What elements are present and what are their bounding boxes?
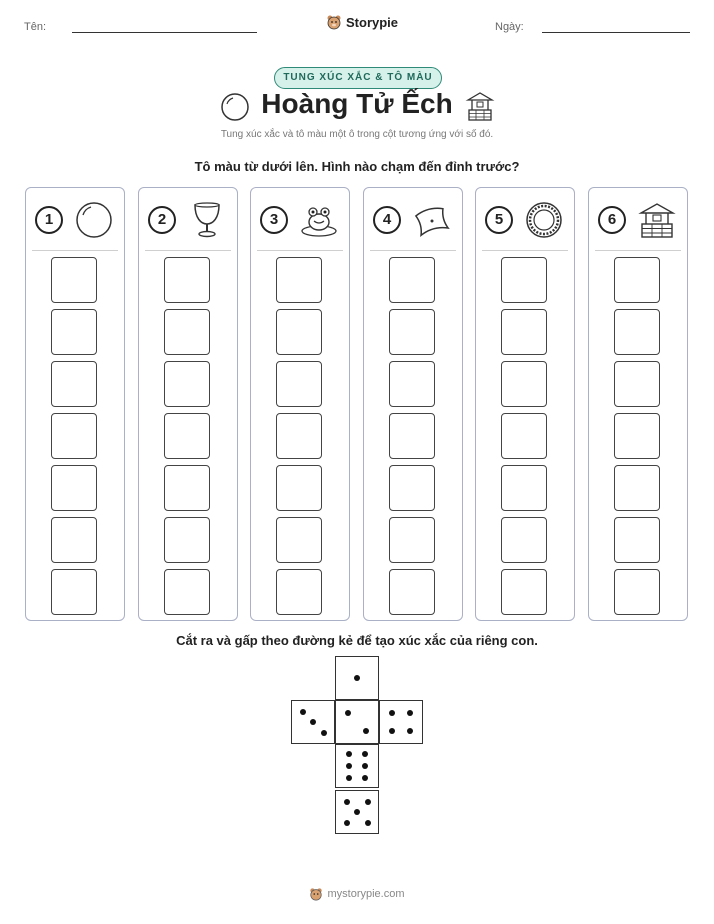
frog-on-lilypad-icon bbox=[299, 200, 339, 240]
brand-name: Storypie bbox=[346, 14, 399, 30]
column-divider bbox=[482, 250, 568, 251]
dice-pip bbox=[407, 728, 413, 734]
column-3 bbox=[250, 187, 350, 621]
golden-goblet-icon bbox=[187, 200, 227, 240]
color-cell[interactable] bbox=[51, 361, 97, 407]
column-number: 4 bbox=[373, 206, 401, 234]
color-cell[interactable] bbox=[614, 257, 660, 303]
wishing-well-title-icon bbox=[465, 90, 495, 122]
color-cell[interactable] bbox=[501, 517, 547, 563]
column-number: 6 bbox=[598, 206, 626, 234]
column-divider bbox=[257, 250, 343, 251]
color-cell[interactable] bbox=[51, 569, 97, 615]
dice-pip bbox=[346, 763, 352, 769]
color-cell[interactable] bbox=[276, 361, 322, 407]
color-cell[interactable] bbox=[164, 569, 210, 615]
color-cell[interactable] bbox=[51, 309, 97, 355]
color-cell[interactable] bbox=[51, 413, 97, 459]
color-cell[interactable] bbox=[614, 569, 660, 615]
column-number: 5 bbox=[485, 206, 513, 234]
color-cell[interactable] bbox=[276, 465, 322, 511]
date-label: Ngày: bbox=[495, 21, 524, 33]
color-cell[interactable] bbox=[164, 361, 210, 407]
dice-face-5 bbox=[335, 790, 379, 834]
dice-pip bbox=[344, 799, 350, 805]
column-4 bbox=[363, 187, 463, 621]
color-cell[interactable] bbox=[389, 309, 435, 355]
color-cell[interactable] bbox=[501, 257, 547, 303]
activity-badge: TUNG XÚC XẮC & TÔ MÀU bbox=[274, 67, 442, 89]
dice-pip bbox=[310, 719, 316, 725]
dice-pip bbox=[365, 820, 371, 826]
dice-pip bbox=[389, 710, 395, 716]
dice-pip bbox=[300, 709, 306, 715]
column-number: 2 bbox=[148, 206, 176, 234]
color-cell[interactable] bbox=[164, 465, 210, 511]
color-cell[interactable] bbox=[389, 413, 435, 459]
column-number: 1 bbox=[35, 206, 63, 234]
dice-pip bbox=[362, 763, 368, 769]
color-cell[interactable] bbox=[614, 465, 660, 511]
column-2 bbox=[138, 187, 238, 621]
color-cell[interactable] bbox=[164, 257, 210, 303]
dice-pip bbox=[362, 775, 368, 781]
color-cell[interactable] bbox=[276, 309, 322, 355]
footer-url[interactable]: mystorypie.com bbox=[327, 888, 405, 900]
color-cell[interactable] bbox=[614, 413, 660, 459]
dice-pip bbox=[346, 775, 352, 781]
date-line[interactable] bbox=[542, 32, 690, 33]
color-cell[interactable] bbox=[276, 257, 322, 303]
dice-pip bbox=[344, 820, 350, 826]
color-cell[interactable] bbox=[389, 569, 435, 615]
dice-pip bbox=[354, 809, 360, 815]
color-cell[interactable] bbox=[614, 517, 660, 563]
wishing-well-icon bbox=[637, 200, 677, 240]
color-cell[interactable] bbox=[164, 413, 210, 459]
column-number: 3 bbox=[260, 206, 288, 234]
color-cell[interactable] bbox=[389, 465, 435, 511]
dice-pip bbox=[407, 710, 413, 716]
color-cell[interactable] bbox=[501, 569, 547, 615]
column-5 bbox=[475, 187, 575, 621]
color-cell[interactable] bbox=[501, 309, 547, 355]
dice-face-3 bbox=[291, 700, 335, 744]
dice-pip bbox=[321, 730, 327, 736]
name-line[interactable] bbox=[72, 32, 257, 33]
column-1 bbox=[25, 187, 125, 621]
question: Tô màu từ dưới lên. Hình nào chạm đến đỉnh trước? bbox=[194, 159, 520, 174]
column-divider bbox=[370, 250, 456, 251]
color-cell[interactable] bbox=[389, 257, 435, 303]
color-cell[interactable] bbox=[614, 361, 660, 407]
brand-logo bbox=[326, 14, 398, 30]
dice-pip bbox=[346, 751, 352, 757]
column-6 bbox=[588, 187, 688, 621]
color-cell[interactable] bbox=[501, 361, 547, 407]
color-cell[interactable] bbox=[501, 465, 547, 511]
bear-footer-icon bbox=[309, 887, 323, 901]
bear-logo-icon bbox=[326, 14, 342, 30]
dice-face-1 bbox=[335, 656, 379, 700]
color-cell[interactable] bbox=[164, 309, 210, 355]
color-cell[interactable] bbox=[501, 413, 547, 459]
column-divider bbox=[32, 250, 118, 251]
dice-pip bbox=[354, 675, 360, 681]
color-cell[interactable] bbox=[276, 413, 322, 459]
color-cell[interactable] bbox=[51, 257, 97, 303]
subtitle: Tung xúc xắc và tô màu một ô trong cột tương ứng với số đó. bbox=[220, 129, 494, 140]
color-cell[interactable] bbox=[51, 517, 97, 563]
page-title: Hoàng Tử Ếch bbox=[261, 88, 453, 119]
color-cell[interactable] bbox=[164, 517, 210, 563]
color-cell[interactable] bbox=[51, 465, 97, 511]
pillow-icon bbox=[412, 200, 452, 240]
color-cell[interactable] bbox=[389, 361, 435, 407]
dice-face-4 bbox=[379, 700, 423, 744]
dice-pip bbox=[363, 728, 369, 734]
dice-face-2 bbox=[335, 700, 379, 744]
cut-instruction: Cắt ra và gấp theo đường kẻ để tạo xúc xắc của riêng con. bbox=[176, 633, 538, 648]
dice-pip bbox=[362, 751, 368, 757]
name-label: Tên: bbox=[24, 21, 47, 33]
color-cell[interactable] bbox=[276, 569, 322, 615]
dice-pip bbox=[345, 710, 351, 716]
crystal-ball-icon bbox=[74, 200, 114, 240]
color-cell[interactable] bbox=[276, 517, 322, 563]
color-cell[interactable] bbox=[614, 309, 660, 355]
footer bbox=[0, 887, 714, 901]
column-divider bbox=[595, 250, 681, 251]
column-divider bbox=[145, 250, 231, 251]
dice-pip bbox=[389, 728, 395, 734]
golden-plate-icon bbox=[524, 200, 564, 240]
dice-pip bbox=[365, 799, 371, 805]
dice-face-6 bbox=[335, 744, 379, 788]
color-cell[interactable] bbox=[389, 517, 435, 563]
